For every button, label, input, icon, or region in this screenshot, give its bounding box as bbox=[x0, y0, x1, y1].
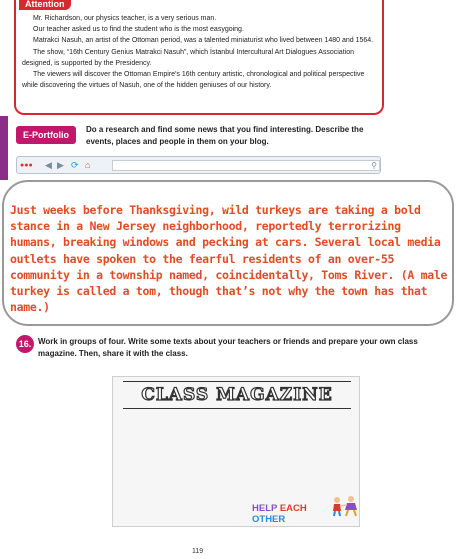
attention-line: Mr. Richardson, our physics teacher, is a very serious man. bbox=[33, 15, 217, 22]
help-each-other-text bbox=[252, 503, 342, 525]
address-field[interactable] bbox=[112, 160, 380, 171]
exercise-instruction: Work in groups of four. Write some texts about your teachers or friends and prepare your own class magazine. Then, share it with the class. bbox=[38, 337, 418, 358]
attention-line: The show, “16th Century Genius Matrakci Nasuh”, which İstanbul Intercultural Art Dialogues Association designed, is supported by the Presidency. bbox=[22, 48, 354, 67]
help-word: HELP bbox=[252, 503, 278, 514]
attention-box bbox=[14, 0, 384, 115]
attention-line: Matrakci Nasuh, an artist of the Ottoman period, was a talented miniaturist who lived between 1480 and 1564. bbox=[33, 37, 374, 45]
eportfolio-instruction: Do a research and find some news that you find interesting. Describe the events, places and people in them on your blog. bbox=[86, 125, 364, 146]
children-illustration-icon bbox=[331, 495, 359, 517]
each-word: EACH bbox=[279, 503, 307, 514]
side-band bbox=[0, 116, 8, 180]
exercise-number: 16. bbox=[16, 335, 34, 353]
attention-line: Our teacher asked us to find the student who is the most easygoing. bbox=[33, 26, 244, 34]
class-magazine-frame bbox=[112, 376, 360, 527]
attention-label: Attention bbox=[19, 0, 71, 10]
search-icon[interactable]: ⚲ bbox=[371, 161, 377, 170]
home-icon[interactable]: ⌂ bbox=[85, 160, 91, 170]
refresh-icon[interactable]: ⟳ bbox=[71, 160, 79, 170]
back-arrow-icon[interactable]: ◀ bbox=[45, 160, 52, 170]
page-number: 119 bbox=[192, 548, 204, 555]
other-word: OTHER bbox=[252, 514, 286, 525]
magazine-rule bbox=[123, 408, 351, 409]
attention-line: The viewers will discover the Ottoman Empire’s 16th century artistic, chronological and political perspective while discovering the virtues of Nasuh, one of the hidden geniuses of our history. bbox=[22, 71, 365, 90]
forward-arrow-icon[interactable]: ▶ bbox=[57, 160, 64, 170]
magazine-rule bbox=[123, 381, 351, 382]
eportfolio-badge: E-Portfolio bbox=[16, 126, 76, 144]
window-controls-icon: ●●● bbox=[20, 162, 33, 169]
attention-body bbox=[22, 13, 378, 91]
news-quote: Just weeks before Thanksgiving, wild turkeys are taking a bold stance in a New Jersey neighborhood, reportedly terrorizing humans, breaking windows and pecking at cars. Several local media outlets have spoken to the fearful residents of an over-55 community in a township named, coincidentally, Toms River. (A male turkey is called a tom, though that’s not why the town has that name.) bbox=[10, 203, 448, 315]
browser-bar bbox=[16, 156, 381, 174]
magazine-title: CLASS MAGAZINE bbox=[141, 385, 333, 405]
